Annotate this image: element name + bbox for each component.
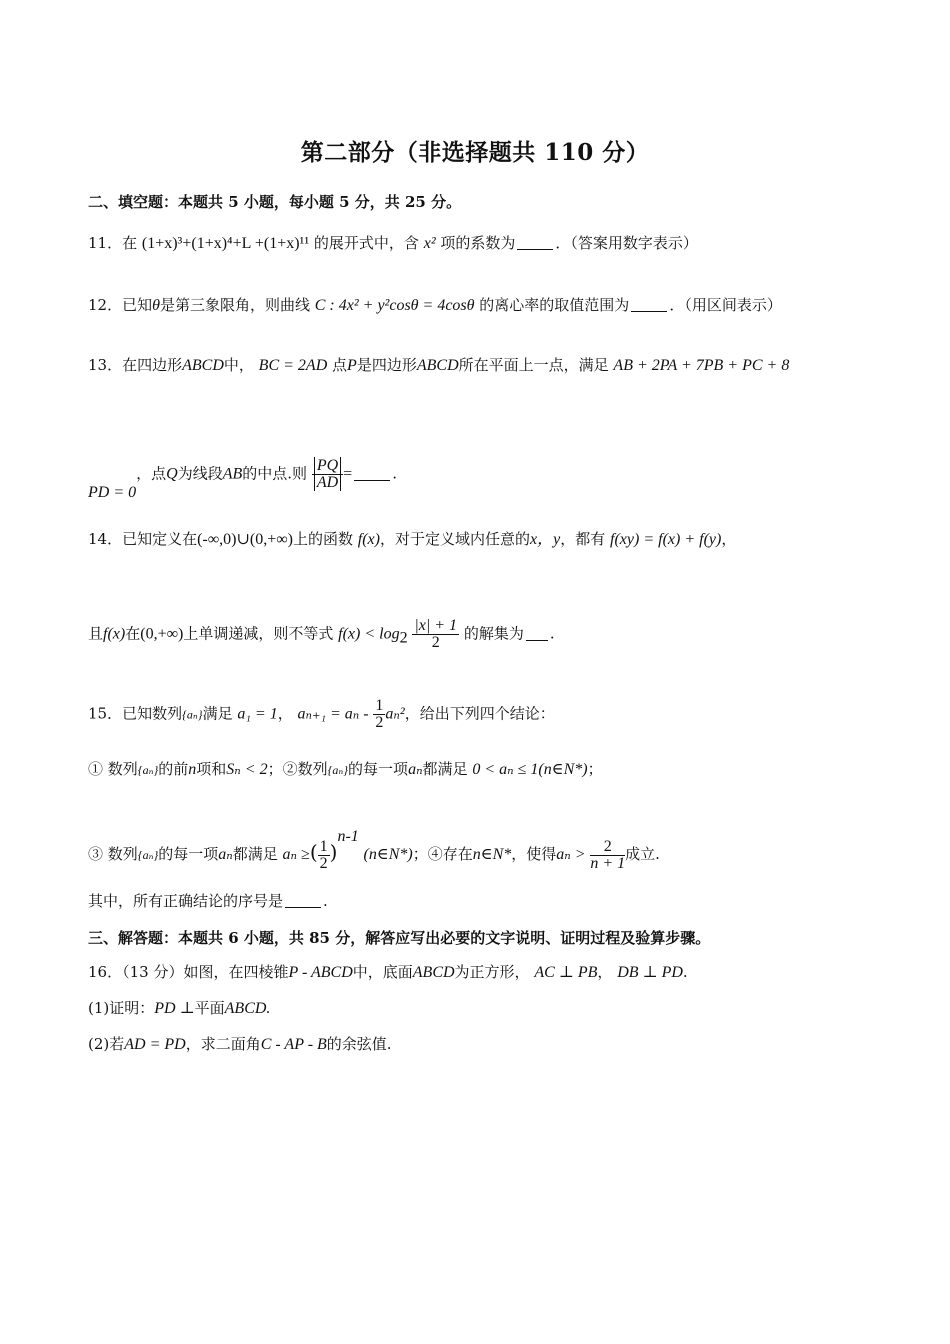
q15-comma: ， — [277, 704, 293, 723]
q13-text3: 是四边形 — [356, 356, 417, 374]
q11-expression: (1+x)³+(1+x)⁴+L +(1+x)¹¹ — [141, 235, 310, 252]
q15-c3-exponent: n-1 — [337, 828, 359, 845]
q14-domain: (-∞,0)∪(0,+∞) — [197, 531, 293, 548]
q13-point-q: Q — [166, 465, 178, 483]
q11-variable: x² — [423, 235, 436, 252]
q16-p2e: 的余弦值. — [326, 1035, 392, 1053]
q16-text2: 为正方形， — [454, 963, 530, 981]
q15-c1c: 项和 — [196, 760, 227, 778]
q13-condition: BC = 2AD — [258, 357, 328, 374]
q15-c1g: 都满足 — [422, 760, 468, 778]
q13-frac-num: PQ — [314, 457, 341, 474]
q14-l2a: 且 — [88, 624, 104, 643]
q15-c3e: (n∈N*) — [363, 846, 413, 863]
q14-xy: x，y — [530, 531, 561, 548]
q13-text6: 为线段 — [177, 464, 223, 483]
q14-l2c: 上单调递减，则不等式 — [183, 624, 334, 643]
q15-sequence: {aₙ} — [182, 707, 203, 722]
q13-abcd-2: ABCD — [416, 357, 459, 374]
q14-end: . — [549, 624, 555, 643]
q16-p1d: ABCD. — [224, 1000, 271, 1017]
q15-summary-end: . — [323, 892, 328, 910]
q15-c1f: 的每一项 — [348, 760, 409, 778]
q15-sequence: {aₙ} — [137, 763, 159, 777]
question-14 — [88, 526, 736, 549]
q14-l2f: f(x) — [103, 625, 126, 643]
q14-fraction — [412, 618, 459, 651]
question-15 — [88, 698, 555, 731]
q14-l2d: 的解集为 — [463, 624, 524, 643]
answer-blank — [285, 907, 321, 908]
answer-blank — [631, 311, 667, 312]
answer-blank — [354, 480, 390, 481]
q15-recurrence: aₙ₊₁ = aₙ - — [297, 705, 369, 723]
q11-text2: 项的系数为 — [440, 234, 516, 252]
q15-c1b: 的前 — [158, 760, 189, 778]
q16-p1b: PD ⊥ — [154, 1000, 195, 1017]
q12-curve-equation: C : 4x² + y²cosθ = 4cosθ — [314, 297, 475, 314]
q16-p2b: AD = PD — [124, 1036, 186, 1053]
q15-conclusions-3-4 — [88, 828, 660, 872]
q15-initial: a₁ = 1 — [237, 705, 278, 723]
q12-theta: θ — [152, 297, 160, 314]
q11-text: 的展开式中，含 — [313, 234, 419, 252]
q13-text5: ，点 — [136, 464, 167, 483]
answer-blank — [526, 640, 548, 641]
q14-text2: ，对于定义域内任意的 — [379, 530, 530, 548]
q15-summary — [88, 890, 328, 911]
q15-n: n — [188, 761, 197, 778]
q14-comma: ， — [721, 530, 737, 548]
q12-text: 是第三象限角，则曲线 — [159, 296, 310, 314]
q15-an: aₙ — [408, 761, 423, 778]
q13-end: . — [392, 464, 397, 483]
q13-equals: = — [343, 465, 353, 483]
q15-c3g: n∈N* — [472, 846, 512, 863]
q15-c4-den: n + 1 — [590, 854, 626, 872]
q15-c1i: ； — [587, 760, 603, 778]
q16-num: 16．（13 分）如图，在四棱锥 — [88, 963, 289, 981]
q13-vector-expression-2: PD = 0 — [88, 483, 137, 501]
q15-frac-den: 2 — [375, 714, 384, 731]
q13-abcd: ABCD — [182, 357, 224, 374]
q15-c3i: aₙ > — [556, 846, 586, 863]
q15-c3-den: 2 — [319, 854, 328, 872]
q15-c3f: ；④存在 — [412, 845, 473, 863]
q14-frac-num: |x| + 1 — [414, 617, 458, 634]
q14-inequality: f(x) < log — [338, 625, 400, 643]
q14-text: 上的函数 — [292, 530, 353, 548]
q16-p1a: (1)证明： — [88, 999, 155, 1017]
q16-abcd: ABCD — [412, 964, 455, 981]
q14-function: f(x) — [357, 531, 380, 548]
q15-c3a: ③ 数列 — [88, 845, 138, 863]
question-12 — [88, 294, 782, 315]
question-13-cont — [88, 457, 397, 501]
q16-part2 — [88, 1033, 392, 1054]
q15-sequence: {aₙ} — [137, 848, 159, 862]
q12-num: 12．已知 — [88, 296, 153, 314]
q15-c3d: aₙ ≥ — [282, 846, 310, 863]
q16-cond1: AC ⊥ PB — [534, 964, 598, 981]
q15-c3-fraction — [318, 839, 330, 872]
q13-text4: 所在平面上一点，满足 — [458, 356, 609, 374]
q14-text3: ，都有 — [560, 530, 606, 548]
q15-text2: ，给出下列四个结论： — [404, 704, 555, 723]
question-11 — [88, 232, 698, 253]
left-paren: ( — [309, 840, 318, 864]
q13-num: 13．在四边形 — [88, 356, 183, 374]
q15-c3b: 的每一项 — [158, 845, 219, 863]
q15-c3c: 都满足 — [232, 845, 278, 863]
q15-num: 15．已知数列 — [88, 704, 183, 723]
q15-partial-sum: Sₙ < 2 — [226, 761, 268, 778]
q13-segment-ab: AB — [222, 465, 243, 483]
q16-cond2: DB ⊥ PD — [617, 964, 683, 981]
q13-ratio-fraction — [312, 458, 343, 491]
answer-blank — [517, 249, 553, 250]
q15-c1a: ① 数列 — [88, 760, 138, 778]
q15-c1e: ；②数列 — [267, 760, 328, 778]
right-paren: ) — [329, 840, 338, 864]
q16-end: . — [682, 963, 688, 981]
q13-text7: 的中点.则 — [242, 464, 308, 483]
q16-p1c: 平面 — [194, 999, 225, 1017]
q16-part1 — [88, 997, 270, 1018]
q12-note: ．（用区间表示） — [669, 296, 782, 314]
question-13 — [88, 354, 789, 375]
q12-text2: 的离心率的取值范围为 — [479, 296, 630, 314]
q13-text: 中， — [223, 356, 254, 374]
q16-pyramid: P - ABCD — [288, 964, 353, 981]
q14-functional-equation: f(xy) = f(x) + f(y) — [610, 531, 722, 548]
q11-num: 11．在 — [88, 234, 138, 252]
q11-note: ．（答案用数字表示） — [555, 234, 698, 252]
q14-frac-den: 2 — [431, 634, 440, 651]
q15-c3h: ，使得 — [511, 845, 557, 863]
q16-p2c: ，求二面角 — [185, 1035, 261, 1053]
q15-c3-num: 1 — [319, 837, 328, 855]
q13-vector-expression: AB + 2PA + 7PB + PC + 8 — [613, 357, 790, 374]
q13-text2: 点 — [332, 356, 348, 374]
q14-interval: (0,+∞) — [140, 625, 184, 643]
section3-heading: 三、解答题：本题共 6 小题，共 85 分，解答应写出必要的文字说明、证明过程及验算步骤。 — [88, 929, 711, 947]
q15-half-fraction — [373, 698, 385, 731]
q14-log-base: 2 — [399, 629, 408, 647]
q15-text: 满足 — [202, 704, 233, 723]
question-14-cont — [88, 618, 555, 651]
q16-text: 中，底面 — [352, 963, 413, 981]
q15-c4-fraction — [590, 839, 625, 872]
section2-heading: 二、填空题：本题共 5 小题，每小题 5 分，共 25 分。 — [88, 193, 462, 211]
question-16 — [88, 961, 688, 982]
q15-c4-num: 2 — [590, 839, 625, 856]
q15-bound: 0 < aₙ ≤ 1(n∈N*) — [472, 761, 588, 778]
q15-conclusions-1-2 — [88, 758, 603, 779]
q14-l2b: 在 — [125, 624, 141, 643]
q16-comma: ， — [597, 963, 613, 981]
q15-frac-num: 1 — [375, 697, 384, 714]
q15-c3j: 成立. — [625, 845, 660, 863]
q15-summary-text: 其中，所有正确结论的序号是 — [88, 892, 284, 910]
q16-p2a: (2)若 — [88, 1035, 125, 1053]
page-title: 第二部分（非选择题共 110 分） — [300, 139, 650, 166]
q13-point-p: P — [347, 357, 357, 374]
q14-num: 14．已知定义在 — [88, 530, 198, 548]
q15-an: aₙ — [218, 846, 233, 863]
q15-sequence: {aₙ} — [327, 763, 349, 777]
q13-frac-den: AD — [314, 474, 341, 491]
q15-recurrence-tail: aₙ² — [385, 705, 405, 723]
q16-p2d: C - AP - B — [260, 1036, 327, 1053]
